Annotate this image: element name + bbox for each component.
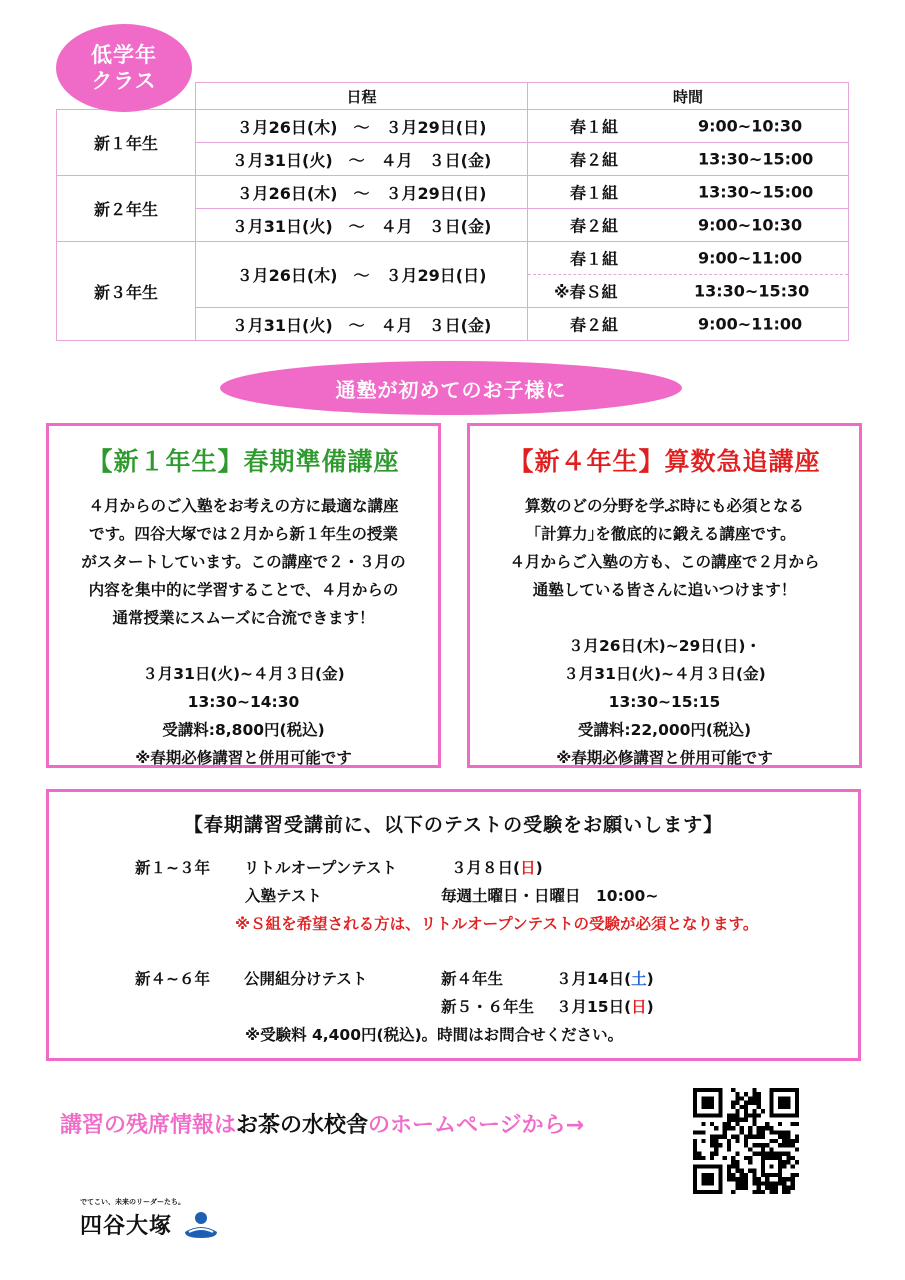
time-range: 9:00~11:00 xyxy=(698,314,803,334)
course-time: 13:30~15:15 xyxy=(608,693,721,711)
course-desc-line: 内容を集中的に学習することで、４月からの xyxy=(88,581,399,599)
time-cell xyxy=(528,242,849,275)
course-date: ３月31日(火)~４月３日(金) xyxy=(563,665,766,683)
test-name: リトルオープンテスト xyxy=(244,859,397,877)
header-time: 時間 xyxy=(528,83,849,110)
course-desc-line: です。四谷大塚では２月から新１年生の授業 xyxy=(89,525,398,543)
time-cell xyxy=(528,110,849,143)
time-range: 9:00~10:30 xyxy=(698,116,803,136)
test-title: 【春期講習受講前に、以下のテストの受験をお願いします】 xyxy=(183,814,724,836)
time-range: 13:30~15:00 xyxy=(698,149,814,169)
homepage-link-text[interactable] xyxy=(60,1108,584,1139)
table-row xyxy=(57,242,849,275)
date-cell: ３月26日(木) ～ ３月29日(日) xyxy=(196,110,528,143)
schedule-table xyxy=(56,82,849,341)
fee-note: ※受験料 4,400円(税込)。時間はお問合せください。 xyxy=(245,1026,624,1044)
date-cell: ３月26日(木) ～ ３月29日(日) xyxy=(196,176,528,209)
test-date: ３月15日(日) xyxy=(556,998,654,1016)
sunday-mark: 日 xyxy=(520,859,536,877)
s-class-note: ※Ｓ組を希望される方は、リトルオープンテストの受験が必須となります。 xyxy=(235,915,759,933)
course-desc-line: がスタートしています。この講座で２・３月の xyxy=(81,553,406,571)
time-cell xyxy=(528,143,849,176)
grade-label: 新５・６年生 xyxy=(441,998,535,1016)
time-cell xyxy=(528,176,849,209)
test-date: ３月14日(土) xyxy=(556,970,654,988)
course-box-grade1 xyxy=(46,423,441,768)
header-date: 日程 xyxy=(196,83,528,110)
course-title: 【新１年生】春期準備講座 xyxy=(87,447,400,476)
test-date: ３月８日(日) xyxy=(451,859,543,877)
group-name: 春１組 xyxy=(570,117,619,137)
course-note: ※春期必修講習と併用可能です xyxy=(556,749,773,767)
grade-label: 新３年生 xyxy=(57,242,196,341)
course-desc-line: 算数のどの分野を学ぶ時にも必須となる xyxy=(524,497,804,515)
badge-line2: クラス xyxy=(91,69,157,93)
school-name: お茶の水校舎 xyxy=(236,1113,369,1138)
time-range: 13:30~15:00 xyxy=(698,182,814,202)
grade-label: 新１年生 xyxy=(57,110,196,176)
footer-part1: 講習の残席情報は xyxy=(60,1113,237,1138)
date-cell: ３月31日(火) ～ ４月 ３日(金) xyxy=(196,143,528,176)
grade-label: 新４年生 xyxy=(441,970,504,988)
test-name: 入塾テスト xyxy=(245,887,322,905)
test-name: 公開組分けテスト xyxy=(244,970,368,988)
table-row xyxy=(57,110,849,143)
date-cell: ３月31日(火) ～ ４月 ３日(金) xyxy=(196,209,528,242)
table-row xyxy=(57,176,849,209)
time-cell xyxy=(528,209,849,242)
grade-label: 新２年生 xyxy=(57,176,196,242)
time-cell xyxy=(528,275,849,308)
course-date: ３月26日(木)~29日(日)・ xyxy=(568,637,761,655)
badge-line1: 低学年 xyxy=(91,43,157,67)
time-range: 9:00~10:30 xyxy=(698,215,803,235)
sunday-mark: 日 xyxy=(631,998,647,1016)
group-name: 春２組 xyxy=(570,216,619,236)
course-desc-line: ｢計算力｣を徹底的に鍛える講座です。 xyxy=(533,525,796,543)
section-heading-pill: 通塾が初めてのお子様に xyxy=(220,361,682,415)
qr-code-icon[interactable] xyxy=(693,1088,799,1194)
time-cell xyxy=(528,308,849,341)
logo xyxy=(80,1197,219,1240)
grade-range-label: 新４~６年 xyxy=(135,970,210,988)
course-fee: 受講料:8,800円(税込) xyxy=(162,721,325,739)
logo-name: 四谷大塚 xyxy=(80,1214,173,1239)
course-desc-line: 通塾している皆さんに追いつけます！ xyxy=(532,581,797,599)
course-time: 13:30~14:30 xyxy=(187,693,300,711)
group-name: 春１組 xyxy=(570,249,619,269)
date-cell: ３月26日(木) ～ ３月29日(日) xyxy=(196,242,528,308)
time-range: 9:00~11:00 xyxy=(698,248,803,268)
course-date: ３月31日(火)~４月３日(金) xyxy=(142,665,345,683)
test-date: 毎週土曜日・日曜日 10:00~ xyxy=(441,887,659,905)
footer-part3: のホームページから→ xyxy=(368,1113,585,1138)
course-box-grade4 xyxy=(467,423,862,768)
time-range: 13:30~15:30 xyxy=(694,281,810,301)
class-badge xyxy=(56,24,192,112)
group-name: 春１組 xyxy=(570,183,619,203)
course-desc-line: ４月からご入塾の方も、この講座で２月から xyxy=(509,553,820,571)
course-note: ※春期必修講習と併用可能です xyxy=(135,749,352,767)
course-desc-line: ４月からのご入塾をお考えの方に最適な講座 xyxy=(88,497,399,515)
grade-range-label: 新１~３年 xyxy=(135,859,210,877)
logo-mark-icon xyxy=(183,1210,219,1240)
course-desc-line: 通常授業にスムーズに合流できます！ xyxy=(112,609,375,627)
group-name: 春２組 xyxy=(570,150,619,170)
test-info-box xyxy=(46,789,861,1061)
saturday-mark: 土 xyxy=(631,970,647,988)
logo-tagline: でてこい、未来のリーダーたち。 xyxy=(80,1198,185,1206)
course-title: 【新４年生】算数急追講座 xyxy=(508,447,821,476)
date-cell: ３月31日(火) ～ ４月 ３日(金) xyxy=(196,308,528,341)
course-fee: 受講料:22,000円(税込) xyxy=(577,721,752,739)
group-name: 春２組 xyxy=(570,315,619,335)
group-name: ※春Ｓ組 xyxy=(554,282,618,302)
